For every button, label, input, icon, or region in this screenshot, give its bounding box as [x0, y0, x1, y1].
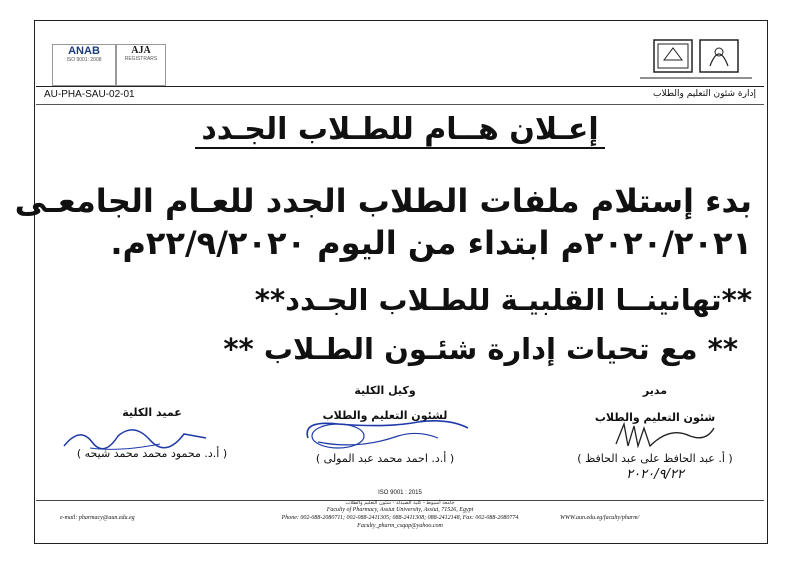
university-faculty-logo [636, 30, 756, 84]
header-divider [36, 86, 764, 87]
aja-logo [116, 44, 166, 86]
announcement-title [0, 112, 800, 147]
announcement-congrats: **تهانينــا القلبيـة للطـلاب الجـدد** [254, 283, 752, 317]
footer-faculty-address: Faculty of Pharmacy, Assiut University, Assiut, 71526, Egypt [326, 507, 474, 513]
dean-signature-icon [60, 418, 210, 454]
iso-certification: ISO 9001 : 2015 [378, 490, 422, 496]
anab-logo-text: ANAB [68, 45, 100, 57]
vice-dean-name: ( أ.د. احمد محمد عبد المولى ) [315, 452, 455, 465]
aja-logo-sub: REGISTRARS [124, 56, 158, 62]
anab-logo [52, 44, 116, 86]
dean-name: ( أ.د. محمود محمد محمد شيحه ) [76, 447, 228, 460]
vice-dean-role: وكيل الكلية [354, 384, 416, 397]
footer-website[interactable]: WWW.aun.edu.eg/faculty/pharm/ [560, 515, 640, 521]
footer-phone: Phone: 002-088-2080711; 002-088-2411305; 088-2411308; 088-2412148, Fax: 002-088-2080774 [281, 515, 519, 521]
document-code: AU-PHA-SAU-02-01 [44, 89, 135, 100]
director-name: ( أ. عبد الحافظ على عبد الحافظ ) [577, 452, 733, 465]
footer-contact-email[interactable]: Faculty_pharm_csqap@yahoo.com [357, 523, 443, 529]
anab-logo-sub: ISO 9001: 2008 [66, 57, 102, 63]
director-signature-icon [610, 418, 720, 452]
announcement-title-text: إعـلان هــام للطـلاب الجـدد [195, 112, 604, 149]
header-divider-secondary [36, 104, 764, 105]
department-name: إدارة شئون التعليم والطلاب [653, 89, 756, 99]
footer-address-arabic: جامعة أسيوط - كلية الصيدلة - شئون التعليم والطلاب [345, 500, 455, 506]
director-handwritten-date: ٢٠٢٠/٩/٢٢ [626, 467, 684, 482]
announcement-line-1: بدء إستلام ملفات الطلاب الجدد للعـام الجامعـى [14, 182, 752, 220]
footer-email[interactable]: e-mail: pharmacy@aun.edu.eg [60, 515, 135, 521]
director-role-detail: شئون التعليم والطلاب [594, 411, 716, 424]
vice-dean-signature-icon [298, 414, 478, 454]
aja-logo-text: AJA [131, 45, 151, 56]
announcement-greeting: ** مع تحيات إدارة شئـون الطـلاب ** [223, 332, 738, 366]
dean-role: عميد الكلية [122, 406, 182, 419]
vice-dean-role-detail: لشئون التعليم والطلاب [322, 409, 448, 422]
announcement-line-2: ٢٠٢٠/٢٠٢١م ابتداء من اليوم ٢٢/٩/٢٠٢٠م. [110, 224, 752, 262]
director-role: مدير [642, 384, 668, 397]
